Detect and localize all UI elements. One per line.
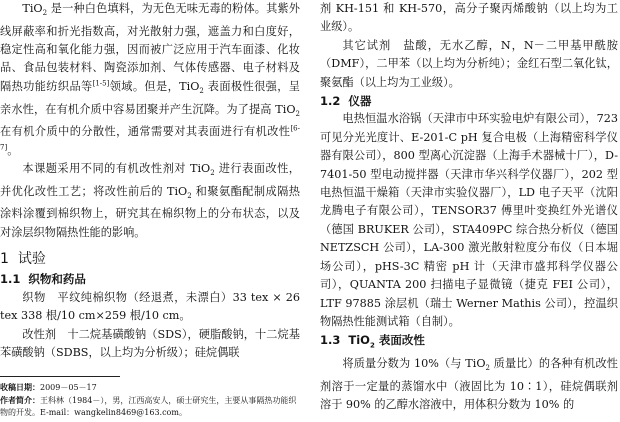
intro-paragraph-1: TiO$_2$ 是一种白色填料，为无色无味无毒的粉体。其紫外线屏蔽率和折光指数高，对光散射力强，遮盖力和白度好，稳定性高和氧化能力强，因而被广泛应用于汽车面漆、化妆品、食品包装材料、陶瓷添加剂、气体传感器、电子材料及隔热功能纺织品等[1-5]领域。但是，TiO$_2$ 表面极性很强，呈亲水性，在有机介质中容易团聚并产生沉降。为了提高 TiO$_2$ 在有机介质中的分散性，通常需要对其表面进行有机改性[6-7]。 <box>0 2 300 157</box>
right-column <box>320 0 618 414</box>
citation: [6-7] <box>0 124 300 151</box>
citation: [1-5] <box>92 79 110 88</box>
received-date: 收稿日期：2009－05－17 <box>0 382 97 393</box>
subsection-heading: 1.3 TiO$_2$ 表面改性 <box>320 333 425 350</box>
section-heading: 1 试验 <box>0 251 46 268</box>
coupling-agent-paragraph: 剂 KH-151 和 KH-570，高分子聚丙烯酸钠（以上均为工业级）。 <box>320 2 618 34</box>
subsection-heading: 1.2 仪器 <box>320 94 372 109</box>
footnote-divider <box>0 376 120 377</box>
fabric-paragraph: 织物 平纹纯棉织物（经退煮，未漂白）33 tex × 26 tex 338 根/10 cm×259 根/10 cm。 <box>0 290 300 323</box>
modifier-paragraph: 改性剂 十二烷基磺酸钠（SDS），硬脂酸钠，十二烷基苯磺酸钠（SDBS，以上均为分析级）；硅烷偶联 <box>0 327 300 360</box>
instruments-paragraph: 电热恒温水浴锅（天津市中环实验电炉有限公司），723 可见分光光度计、E-201-C pH 复合电极（上海精密科学仪器有限公司），800 型离心沉淀器（上海手术器械十厂），D-7401-50 型电动搅拌器（天津市华兴科学仪器厂），202 型电热恒温干燥箱（天津市实验仪器厂），LD 电子天平（沈阳龙腾电子有限公司），TENSOR37 傅里叶变换红外光谱仪（德国 BRUKER 公司），STA409PC 综合热分析仪（德国 NETZSCH 公司），LA-300 激光散射粒度分布仪（日本堀场公司），pHS-3C 精密 pH 计（天津市盛邦科学仪器公司），QUANTA 200 扫描电子显微镜（捷克 FEI 公司），LTF 97885 涂层机（瑞士 Werner Mathis 公司），控温织物隔热性能测试箱（自制）。 <box>320 112 618 328</box>
author-info: 作者简介：王科林（1984－），男，江西高安人，硕士研究生，主要从事隔热功能织物的开发。E-mail：wangkelin8469@163.com。 <box>0 395 297 418</box>
modification-paragraph: 将质量分数为 10%（与 TiO$_2$ 质量比）的各种有机改性剂溶于一定量的蒸馏水中（液固比为 10∶1），硅烷偶联剂溶于 90% 的乙醇水溶液中，用体积分数为 10% 的 <box>320 357 618 412</box>
other-reagents-paragraph: 其它试剂 盐酸，无水乙醇，N，N－二甲基甲酰胺（DMF），二甲苯（以上均为分析纯）；金红石型二氧化钛，聚氨酯（以上均为工业级）。 <box>320 38 618 89</box>
subsection-heading: 1.1 织物和药品 <box>0 272 86 287</box>
intro-paragraph-2: 本课题采用不同的有机改性剂对 TiO$_2$ 进行表面改性，并优化改性工艺；将改性前后的 TiO$_2$ 和聚氨酯配制成隔热涂料涂覆到棉织物上，研究其在棉织物上的分布状态，以及对涂层织物隔热性能的影响。 <box>0 161 300 239</box>
left-column <box>0 0 300 419</box>
